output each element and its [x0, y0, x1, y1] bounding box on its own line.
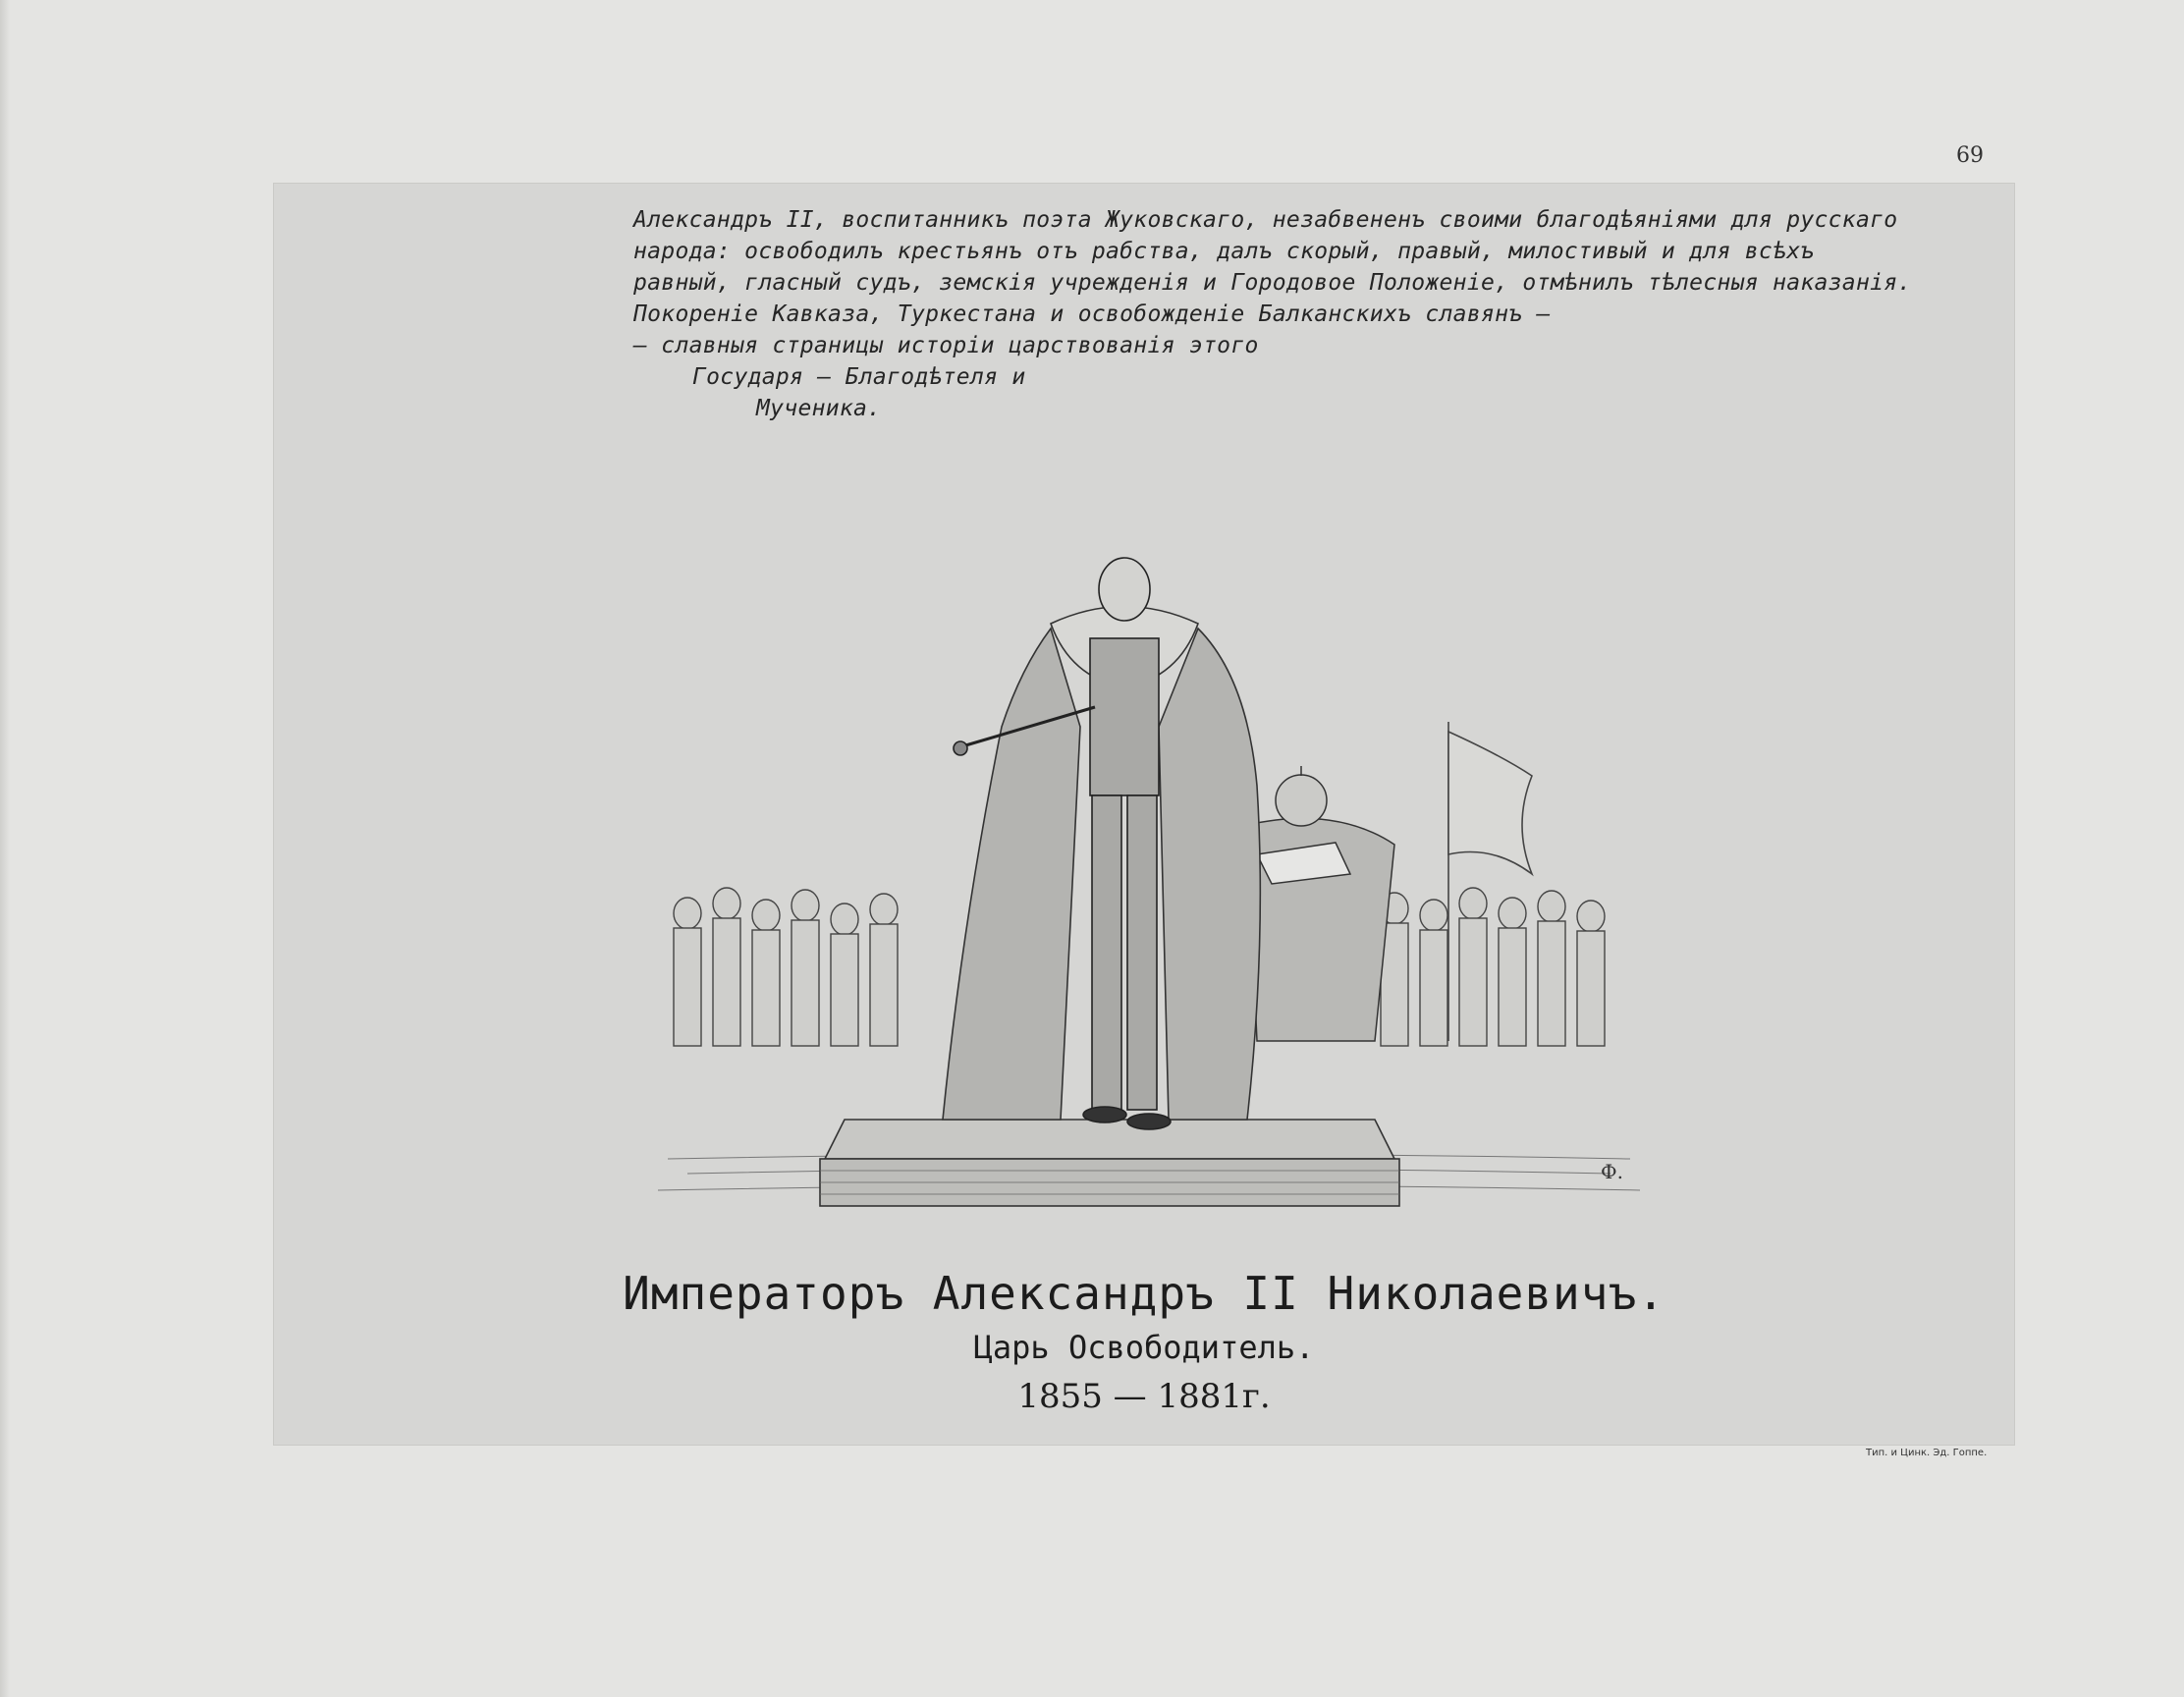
- page-number: 69: [1956, 143, 1984, 168]
- artist-monogram: Ф.: [1601, 1160, 1623, 1183]
- caption-line: Государя — Благодѣтеля и: [692, 364, 1026, 390]
- crowd-right: [1381, 888, 1605, 1046]
- page-edge: [0, 0, 10, 1697]
- caption-paragraph: [633, 204, 1912, 424]
- reign-years: 1855 — 1881г.: [1017, 1377, 1271, 1416]
- title-block: [273, 1265, 2015, 1422]
- caption-line: Мученика.: [756, 396, 882, 421]
- caption-line: Покореніе Кавказа, Туркестана и освобожденіе Балканскихъ славянъ —: [633, 301, 1551, 327]
- pedestal: [820, 1120, 1399, 1206]
- crown-table: [1247, 766, 1394, 1041]
- caption-line: народа: освободилъ крестьянъ отъ рабства, далъ скорый, правый, милостивый и для всѣхъ: [633, 239, 1815, 264]
- emperor-engraving: [648, 530, 1650, 1237]
- caption-line: равный, гласный судъ, земскія учрежденія и Городовое Положеніе, отмѣнилъ тѣлесныя наказанія.: [633, 270, 1912, 296]
- plate-title: Императоръ Александръ II Николаевичъ.: [623, 1267, 1665, 1320]
- caption-line: — славныя страницы исторіи царствованія этого: [633, 333, 1259, 358]
- crowd-left: [674, 888, 898, 1046]
- printer-imprint: Тип. и Цинк. Эд. Гоппе.: [1866, 1448, 1988, 1458]
- caption-line: Александръ II, воспитанникъ поэта Жуковскаго, незабвененъ своими благодѣяніями для русскаго: [633, 207, 1898, 233]
- plate-subtitle: Царь Освободитель.: [973, 1329, 1315, 1366]
